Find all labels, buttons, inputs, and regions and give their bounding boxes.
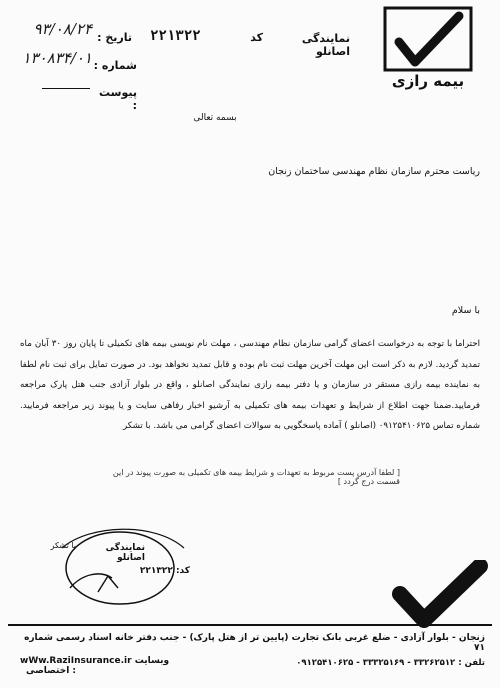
stamp-code-text: کد: ۲۲۱۳۲۲: [139, 566, 190, 576]
razi-insurance-logo: [383, 6, 475, 94]
stamp-agency-text: نمایندگی اصانلو: [105, 543, 145, 563]
salutation-god: بسمه تعالی: [193, 113, 237, 123]
agency-stamp: [60, 518, 190, 610]
letter-body: احتراما با توجه به درخواست اعضای گرامی سازمان نظام مهندسی ، مهلت نام نویسی بیمه های تکمیلی تا پایان روز ۳۰ آبان ماه تمدید گردید. لازم به ذکر است این مهلت آخرین مهلت ثبت نام بوده و قابل تمدید نخواهد بود. در صورت تمایل برای ثبت نام لطفا به نماینده بیمه رازی مستقر در سازمان و یا دفتر بیمه رازی نمایندگی اصانلو ، واقع در بلوار آزادی جنب هتل پارک مراجعه فرمایید.ضمنا جهت اطلاع از شرایط و تعهدات بیمه های تکمیلی به آرشیو اخبار رفاهی سایت و یا پیوند زیر مراجعه فرمایید. شماره تماس ۰۹۱۲۵۴۱۰۶۲۵ (اصانلو ) آماده پاسخگویی به سوالات اعضای گرامی می باشد. با تشکر: [20, 339, 481, 431]
footnote: [ لطفا آدرس پست مربوط به تعهدات و شرایط بیمه های تکمیلی به صورت پیوند در این قسمت درج گردد ]: [112, 468, 400, 486]
website-link[interactable]: wWw.RaziInsurance.ir: [20, 656, 132, 666]
website-label: وبسایت اختصاصی :: [26, 656, 170, 676]
number-label: شماره :: [93, 59, 137, 72]
code-label: کد: [250, 31, 263, 44]
recipient: ریاست محترم سازمان نظام مهندسی ساختمان زنجان: [268, 166, 480, 177]
footer-address: زنجان - بلوار آزادی - ضلع غربی بانک تجارت (پایین تر از هتل پارک) - جنب دفتر خانه اسناد رسمی شماره ۷۱: [24, 633, 485, 653]
attachment-label: پیوست :: [99, 86, 137, 112]
footer-phones: تلفن : ۳۳۲۶۲۵۱۲ - ۳۳۳۲۵۱۶۹ - ۰۹۱۲۵۴۱۰۶۲۵: [296, 658, 485, 668]
attachment-blank: [42, 88, 90, 89]
sign-off: با تشکر: [50, 541, 76, 550]
number-value: ۱۳۰۸۳۴/۰۱: [22, 49, 92, 67]
date-label: تاریخ :: [97, 31, 132, 44]
checkmark-emblem: [390, 560, 490, 630]
footer-website: [20, 656, 185, 676]
footer-divider: [8, 624, 492, 626]
agency-name: نمایندگی اصانلو: [301, 32, 350, 58]
greeting: با سلام: [451, 305, 480, 316]
code-value: ۲۲۱۳۲۲: [150, 28, 201, 44]
brand-logo-text: بیمه رازی: [391, 72, 465, 90]
date-value: ۹۳/۰۸/۲۴: [33, 20, 92, 38]
